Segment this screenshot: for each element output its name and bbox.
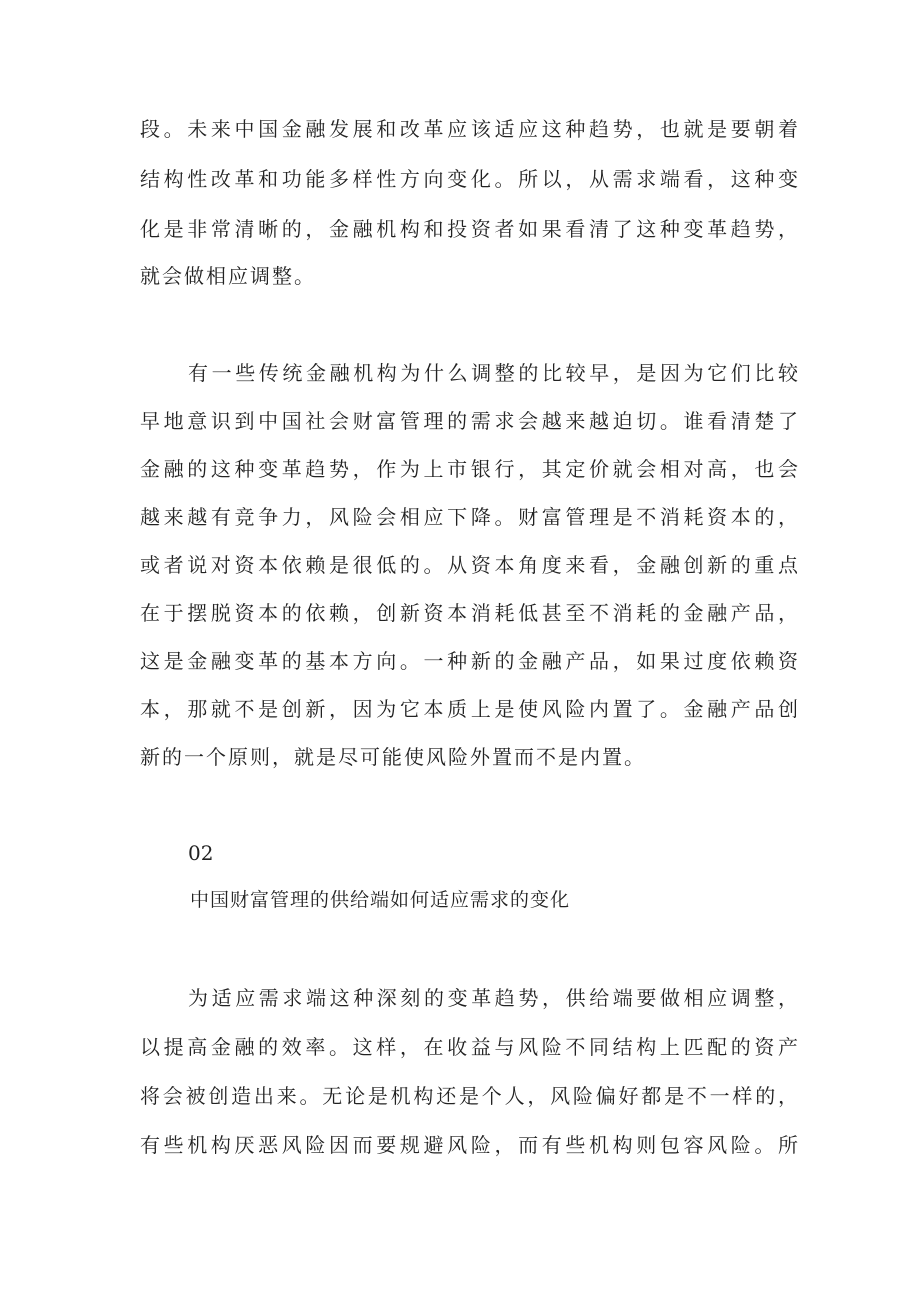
paragraph-1-line-2: 结构性改革和功能多样性方向变化。所以，从需求端看，这种变 [140, 167, 800, 191]
paragraph-2-line-3: 金融的这种变革趋势，作为上市银行，其定价就会相对高，也会 [140, 457, 800, 481]
section-title: 中国财富管理的供给端如何适应需求的变化 [190, 889, 571, 911]
paragraph-2-line-5: 或者说对资本依赖是很低的。从资本角度来看，金融创新的重点 [140, 553, 800, 577]
paragraph-1-line-3: 化是非常清晰的，金融机构和投资者如果看清了这种变革趋势， [140, 217, 800, 241]
paragraph-3-line-2: 以提高金融的效率。这样，在收益与风险不同结构上匹配的资产 [140, 1035, 800, 1059]
paragraph-3-line-1: 为适应需求端这种深刻的变革趋势，供给端要做相应调整， [188, 986, 800, 1010]
paragraph-2-line-4: 越来越有竞争力，风险会相应下降。财富管理是不消耗资本的， [140, 505, 800, 529]
section-number: 02 [188, 841, 214, 865]
paragraph-3-line-4: 有些机构厌恶风险因而要规避风险，而有些机构则包容风险。所 [140, 1133, 800, 1157]
paragraph-2-line-2: 早地意识到中国社会财富管理的需求会越来越迫切。谁看清楚了 [140, 409, 800, 433]
paragraph-1-line-1: 段。未来中国金融发展和改革应该适应这种趋势，也就是要朝着 [140, 117, 800, 141]
paragraph-2-line-1: 有一些传统金融机构为什么调整的比较早，是因为它们比较 [188, 361, 800, 385]
paragraph-2-line-7: 这是金融变革的基本方向。一种新的金融产品，如果过度依赖资 [140, 649, 800, 673]
paragraph-2-line-9: 新的一个原则，就是尽可能使风险外置而不是内置。 [140, 745, 646, 769]
paragraph-1-line-4: 就会做相应调整。 [140, 264, 316, 288]
paragraph-2-line-8: 本，那就不是创新，因为它本质上是使风险内置了。金融产品创 [140, 697, 800, 721]
paragraph-2-line-6: 在于摆脱资本的依赖，创新资本消耗低甚至不消耗的金融产品， [140, 601, 800, 625]
paragraph-3-line-3: 将会被创造出来。无论是机构还是个人，风险偏好都是不一样的， [140, 1084, 800, 1108]
